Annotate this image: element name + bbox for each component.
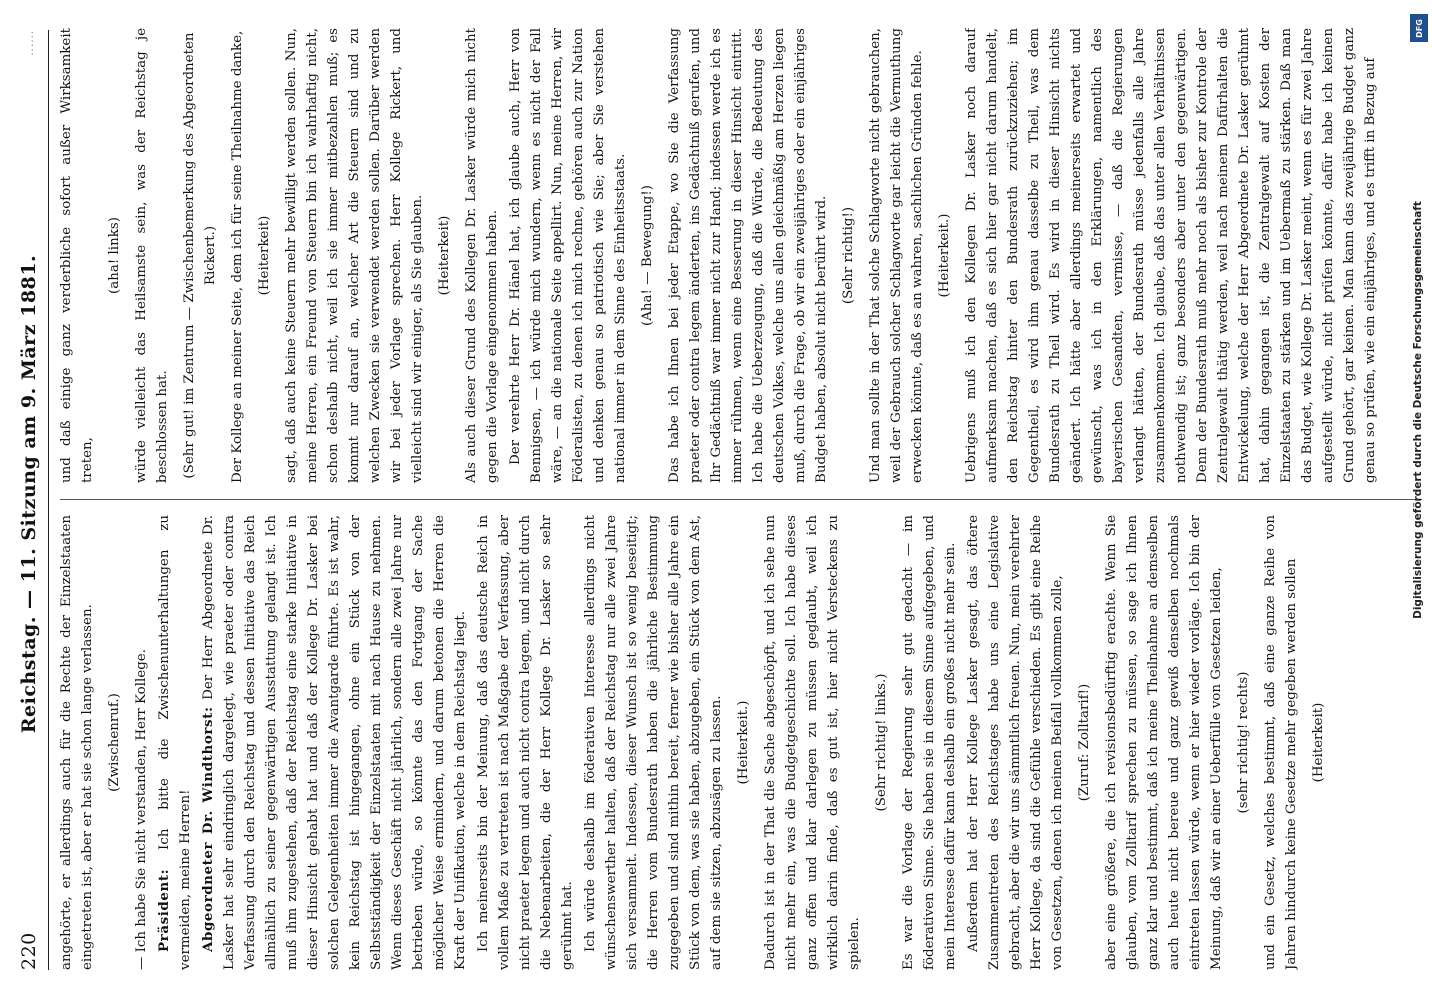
paragraph-text: Es war die Vorlage der Regierung sehr gut gedacht — im föderativen Sinne. Sie haben sie in diesem Sinne aufgegeben, und mein Interesse dafür kann deshalb ein großes nicht mehr sein. <box>901 515 958 970</box>
paragraph-text: (aha! links) <box>107 217 122 294</box>
paragraph <box>56 28 98 483</box>
interjection <box>104 28 125 483</box>
column-divider <box>60 499 1422 500</box>
right-column <box>56 28 1426 483</box>
paragraph-text: — Ich habe Sie nicht verstanden, Herr Kollege. <box>134 649 149 970</box>
paragraph <box>664 28 832 483</box>
dfg-logo <box>1410 14 1428 42</box>
paragraph-text: Der verehrte Herr Dr. Hänel hat, ich glaube auch, Herr von Bennigsen, — ich würde mich wundern, wenn es nicht der Fall wäre, — an die nationale Seite appellirt. Nun, meine Herren, wir Föderalisten, zu denen ich mich rechne, gehören auch zur Nation und denken genau so patriotisch wie Sie; aber Sie verstehen national immer in dem Sinne des Einheitsstaats. <box>508 28 628 483</box>
paragraph-text: (Zuruf: Zolltarif!) <box>1077 683 1092 802</box>
paragraph <box>1101 515 1227 970</box>
speech-paragraph <box>154 515 196 970</box>
paragraph-text: (Zwischenruf.) <box>107 693 122 792</box>
corner-mark: ...... <box>22 30 36 56</box>
paragraph <box>131 28 173 483</box>
interjection <box>637 28 658 483</box>
digitization-note <box>1408 20 1428 800</box>
header-rule <box>48 30 49 970</box>
speaker-name: Abgeordneter Dr. Windthorst: <box>200 706 216 952</box>
paragraph-text: (sehr richtig! rechts) <box>1236 671 1251 814</box>
interjection <box>871 515 892 970</box>
paragraph-text: Der Herr Abgeordnete Dr. Lasker hat sehr eindringlich dargelegt, wie praeter oder contra Verfassung durch den Reichstag und dessen Initiative das Reich allmählich zu seiner gegenwärtigen Ausstattung gelangt ist. Ich muß ihm zugestehen, daß der Reichstag eine starke Initiative in dieser Hinsicht gehabt hat und daß der Kollege Dr. Lasker bei solchen Gelegenheiten immer die Avantgarde führte. Es ist wahr, kein Reichstag ist hingegangen, ohne ein Stück von der Selbstständigkeit der Einzelstaaten mit nach Hause zu nehmen. Wenn dieses Geschäft nicht jährlich, sondern alle zwei Jahre nur betrieben würde, so könnte das den Fortgang der Sache möglicher Weise ermindern, und darum betonen die Herren die Kraft der Unifikation, welche in dem Reichstag liegt. <box>201 515 468 970</box>
page-title: Reichstag. — 11. Sitzung am 9. März 1881. <box>18 254 40 734</box>
paragraph <box>131 515 152 970</box>
paragraph <box>281 28 428 483</box>
paragraph-text: Als auch dieser Grund des Kollegen Dr. Lasker würde mich nicht gegen die Vorlage eingenommen haben. <box>464 28 500 483</box>
paragraph <box>898 515 961 970</box>
left-column <box>56 515 1426 970</box>
paragraph-text: Der Kollege an meiner Seite, dem ich für seine Theilnahme danke, <box>230 30 245 483</box>
paragraph-text: aber eine größere, die ich revisionsbedürftig erachte. Wenn Sie glauben, vom Zolltarif sprechen zu müssen, so sage ich Ihnen ganz klar und bestimmt, daß ich meine Theilnahme an demselben auch heute nicht bereue und ganz gewiß denselben nochmals eintreten lassen würde, wenn er hier wieder vorläge. Ich bin der Meinung, daß wir an einer Ueberfülle von Gesetzen leiden, <box>1104 515 1224 970</box>
interjection <box>104 515 125 970</box>
interjection <box>838 28 859 483</box>
paragraph <box>473 515 578 970</box>
interjection <box>934 28 955 483</box>
paragraph-text: Und man sollte in der That solche Schlagworte nicht gebrauchen, weil der Gebrauch solcher Schlagworte gar leicht die Vermuthung erwecken könnte, daß es an wahren, sachlichen Gründen fehle. <box>868 28 925 483</box>
paragraph-text: angehörte, er allerdings auch für die Rechte der Einzelstaaten eingetreten ist, aber er hat sie schon lange verlassen. <box>59 515 95 970</box>
interjection <box>1308 515 1329 970</box>
paragraph-text: (Heiterkeit) <box>257 215 272 296</box>
digitization-note-text: Digitalisierung gefördert durch die Deutsche Forschungsgemeinschaft <box>1412 201 1424 619</box>
interjection <box>733 515 754 970</box>
paragraph-text: Ich bitte die Zwischenunterhaltungen zu vermeiden, meine Herren! <box>157 515 193 970</box>
paragraph-text: würde vielleicht das Heilsamste sein, was der Reichstag je beschlossen hat. <box>134 28 170 483</box>
paragraph-text: Ich meinerseits bin der Meinung, daß das deutsche Reich in vollem Maße zu vertreten ist nach Maßgabe der Verfassung, aber nicht praeter legem und auch nicht contra legem, und nicht durch die Nebenarbeiten, die der Herr Kollege Dr. Lasker so sehr gerühmt hat. <box>476 515 575 970</box>
paragraph-text: (Heiterkeit.) <box>937 213 952 298</box>
paragraph-text: Das habe ich Ihnen bei jeder Etappe, wo Sie die Verfassung praeter oder contra legem änderten, ins Gedächtniß gerufen, und Ihr Gedächtniß war immer nicht zur Hand; indessen werde ich es immer rühmen, wenn eine Besserung in dieser Hinsicht eintritt. Ich habe die Ueberzeugung, daß die Würde, die Bedeutung des deutschen Volkes, welche uns allen gleichmäßig am Herzen liegen muß, durch die Frage, ob wir ein zweijähriges oder ein einjähriges Budget haben, absolut nicht berührt wird. <box>667 28 829 483</box>
dfg-logo-text: DFG <box>1414 18 1424 38</box>
paragraph-text: und daß einige ganz verderbliche sofort außer Wirksamkeit treten, <box>59 28 95 483</box>
paragraph-text: Außerdem hat der Herr Kollege Lasker gesagt, das öftere Zusammentreten des Reichstages habe uns eine Legislative gebracht, aber die wir uns sämmtlich freuen. Nun, mein verehrter Herr Kollege, da sind die Gefühle verschieden. Es gibt eine Reihe von Gesetzen, denen ich meinen Beifall vollkommen zolle, <box>966 515 1065 970</box>
paragraph-text: Dadurch ist in der That die Sache abgeschöpft, und ich sehe nun nicht mehr ein, was die Budgetgeschichte soll. Ich habe dieses ganz offen und klar darlegen zu müssen geglaubt, weil ich wirklich darin finde, daß es gut ist, hier nicht Versteckens zu spielen. <box>763 515 862 970</box>
paragraph <box>56 515 98 970</box>
paragraph-text: (Sehr gut! im Zentrum — Zwischenbemerkung des Abgeordneten Rickert.) <box>182 32 218 479</box>
paragraph-text: sagt, daß auch keine Steuern mehr bewilligt werden sollen. Nun, meine Herren, ein Freund von Steuern bin ich wahrhaftig nicht, schon deshalb nicht, weil ich sie immer mitbezahlen muß; es kommt nur darauf an, welcher Art die Steuern sind und zu welchen Zwecken sie verwendet werden sollen. Darüber werden wir bei jeder Vorlage sprechen. Herr Kollege Rickert, und vielleicht sind wir einiger, als Sie glauben. <box>284 28 425 483</box>
paragraph-text: Ich würde deshalb im föderativen Interesse allerdings nicht wünschenswerther halten, daß der Reichstag nur alle zwei Jahre sich versammelt. Indessen, dieser Wunsch ist so wenig beseitigt; die Herren vom Bundesrath haben die jährliche Bestimmung zugegeben und sind mithin bereit, ferner wie bisher alle Jahre ein Stück von dem, was sie haben, abzugeben, ein Stück von dem Ast, auf dem sie sitzen, abzusägen zu lassen. <box>583 515 724 970</box>
paragraph-text: und ein Gesetz, welches bestimmt, daß eine ganze Reihe von Jahren hindurch keine Gesetze mehr gegeben werden sollen <box>1263 515 1299 970</box>
speech-paragraph <box>198 515 471 970</box>
paragraph <box>963 515 1068 970</box>
paragraph <box>760 515 865 970</box>
paragraph <box>1260 515 1302 970</box>
paragraph <box>580 515 727 970</box>
speaker-name: Präsident: <box>156 868 172 952</box>
interjection <box>1233 515 1254 970</box>
paragraph-text: (Sehr richtig! links.) <box>874 673 889 812</box>
page-number: 220 <box>18 932 40 970</box>
paragraph <box>961 28 1381 483</box>
paragraph-text: (Heiterkeit) <box>1311 702 1326 783</box>
paragraph <box>865 28 928 483</box>
interjection <box>1074 515 1095 970</box>
paragraph <box>505 28 631 483</box>
paragraph <box>227 28 248 483</box>
interjection <box>254 28 275 483</box>
paragraph-text: (Sehr richtig!) <box>841 206 856 305</box>
paragraph-text: Uebrigens muß ich den Kollegen Dr. Lasker noch darauf aufmerksam machen, daß es sich hier gar nicht darum handelt, den Reichstag hinter den Bundesrath zurückzuziehen; im Gegentheil, es wird ihm genau dasselbe zu Theil, was dem Bundesrath zu Theil wird. Es wird in dieser Hinsicht nichts geändert. Ich hätte aber allerdings meinerseits erwartet und gewünscht, was ich in den Erklärungen, namentlich des bayerischen Gesandten, vermisse, — daß die Regierungen verlangt hätten, der Bundesrath müsse jedenfalls alle Jahre zusammenkommen. Ich glaube, daß das unter allen Verhältnissen nothwendig ist; ganz besonders aber unter den gegenwärtigen. Denn der Bundesrath muß mehr noch als bisher zur Kontrole der Zentralgewalt thätig werden, weil nach meinem Dafürhalten die Entwickelung, welche der Herr Abgeordnete Dr. Lasker gerühmt hat, dahin gegangen ist, die Zentralgewalt auf Kosten der Einzelstaaten zu stärken und im Uebermaß zu stärken. Daß man das Budget, wie Kollege Dr. Lasker meint, wenn es für zwei Jahre aufgestellt würde, nicht prüfen könnte, dafür habe ich keinen Grund gehört, gar keinen. Man kann das zweijährige Budget ganz genau so prüfen, wie ein einjähriges, und es trifft in Bezug auf <box>964 28 1378 483</box>
paragraph-text: (Heiterkeit.) <box>736 700 751 785</box>
paragraph <box>461 28 503 483</box>
interjection <box>179 28 221 483</box>
paragraph-text: (Aha! — Bewegung!) <box>640 185 655 326</box>
running-header <box>14 30 44 970</box>
interjection <box>434 28 455 483</box>
paragraph-text: (Heiterkeit) <box>437 215 452 296</box>
